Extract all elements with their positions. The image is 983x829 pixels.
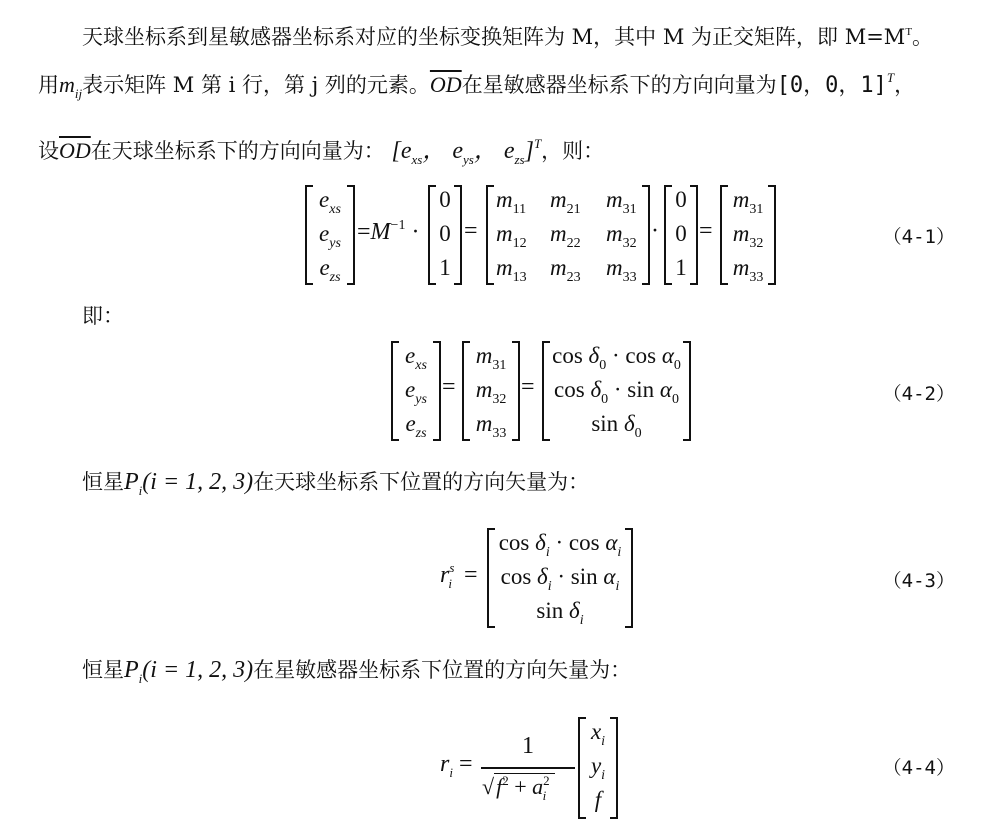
eq4-vector: $x_i$ $y_i$ f <box>578 717 618 819</box>
eq3-rhs-vector: $\cos \delta_i \cdot \cos \alpha_i$ $\cos \delta_i \cdot \sin \alpha_i$ $\sin \delta_i$ <box>487 528 633 628</box>
line2-b: 表示矩阵 M 第 i 行，第 j 列的元素。 <box>82 73 430 97</box>
equation-number-4-4: （4-4） <box>882 757 955 779</box>
line2-vecval: [0，0，1] <box>776 73 887 98</box>
line1-sup: T <box>905 26 913 38</box>
paragraph-line-2 <box>38 64 915 108</box>
eq4-fraction-bar <box>481 767 575 769</box>
eq2-rhs-vector: $\cos \delta_0 \cdot \cos \alpha_0$ $\cos \delta_0 \cdot \sin \alpha_0$ $\sin \delta_0$ <box>542 341 691 441</box>
equation-number-4-1: （4-1） <box>882 226 955 248</box>
line3-a: 设 <box>38 139 59 163</box>
paragraph-star-sensor: 恒星$P_i(i = 1$, 2, 3)在星敏感器坐标系下位置的方向矢量为： <box>82 657 632 686</box>
eq2-lhs-vector: $e_{xs}$ $e_{ys}$ $e_{zs}$ <box>391 341 441 441</box>
line1-text: 天球坐标系到星敏感器坐标系对应的坐标变换矩阵为 M，其中 M 为正交矩阵，即 M=M <box>82 25 906 49</box>
label-ji: 即： <box>82 304 124 328</box>
vector-od: $\overline{OD}$ <box>429 72 462 97</box>
eq4-denominator: $√f^2 + a^2_i$ <box>482 773 555 800</box>
eq1-unit-vector: 0 0 1 <box>428 185 462 285</box>
line3-end: ，则： <box>541 139 605 163</box>
eq1-eq-sign-1: $=M^{-1}$ · <box>357 218 420 245</box>
eq1-eq-sign-2: = <box>464 218 478 244</box>
eq4-numerator: 1 <box>522 733 534 759</box>
line2-sup: T <box>886 70 895 85</box>
eq2-eq-sign-2: = <box>521 374 535 400</box>
eq3-lhs: $r^s_i$ = <box>440 560 478 591</box>
equation-number-4-2: （4-2） <box>882 383 955 405</box>
eq1-rhs-vector: $m_{31}$ $m_{32}$ $m_{33}$ <box>720 185 776 285</box>
eq2-m-vector: $m_{31}$ $m_{32}$ $m_{33}$ <box>462 341 520 441</box>
line2-end: ， <box>894 73 916 97</box>
eq1-lhs-vector: $e_{xs}$ $e_{ys}$ $e_{zs}$ <box>305 185 355 285</box>
eq2-eq-sign-1: = <box>442 374 456 400</box>
var-m-ij: $m_{ij}$ <box>59 72 83 101</box>
eq1-unit-vector-2: 0 0 1 <box>664 185 698 285</box>
eq1-matrix-m: $m_{11}$ $m_{21}$ $m_{31}$ $m_{12}$ $m_{22}$ $m_{32}$ $m_{13}$ $m_{23}$ $m_{33}$ <box>486 185 650 285</box>
vector-od-2: $\overline{OD}$ <box>59 138 91 163</box>
line2-c: 在星敏感器坐标系下的方向向量为 <box>461 73 777 97</box>
eq1-eq-sign-3: = <box>699 218 713 244</box>
eq4-lhs: $r_i$ = <box>440 751 473 780</box>
paragraph-line-3 <box>38 130 604 174</box>
line3-b: 在天球坐标系下的方向向量为： <box>90 139 385 163</box>
paragraph-line-1 <box>82 18 933 51</box>
line2-a: 用 <box>38 73 59 97</box>
line1-end: 。 <box>912 25 934 49</box>
equation-number-4-3: （4-3） <box>882 570 955 592</box>
eq1-dot: · <box>651 218 659 244</box>
paragraph-star-celestial: 恒星$P_i(i = 1$, 2, 3)在天球坐标系下位置的方向矢量为： <box>82 469 590 498</box>
vector-e: [$e_{xs}$， $e_{ys}$， $e_{zs}]^T$ <box>391 136 542 167</box>
